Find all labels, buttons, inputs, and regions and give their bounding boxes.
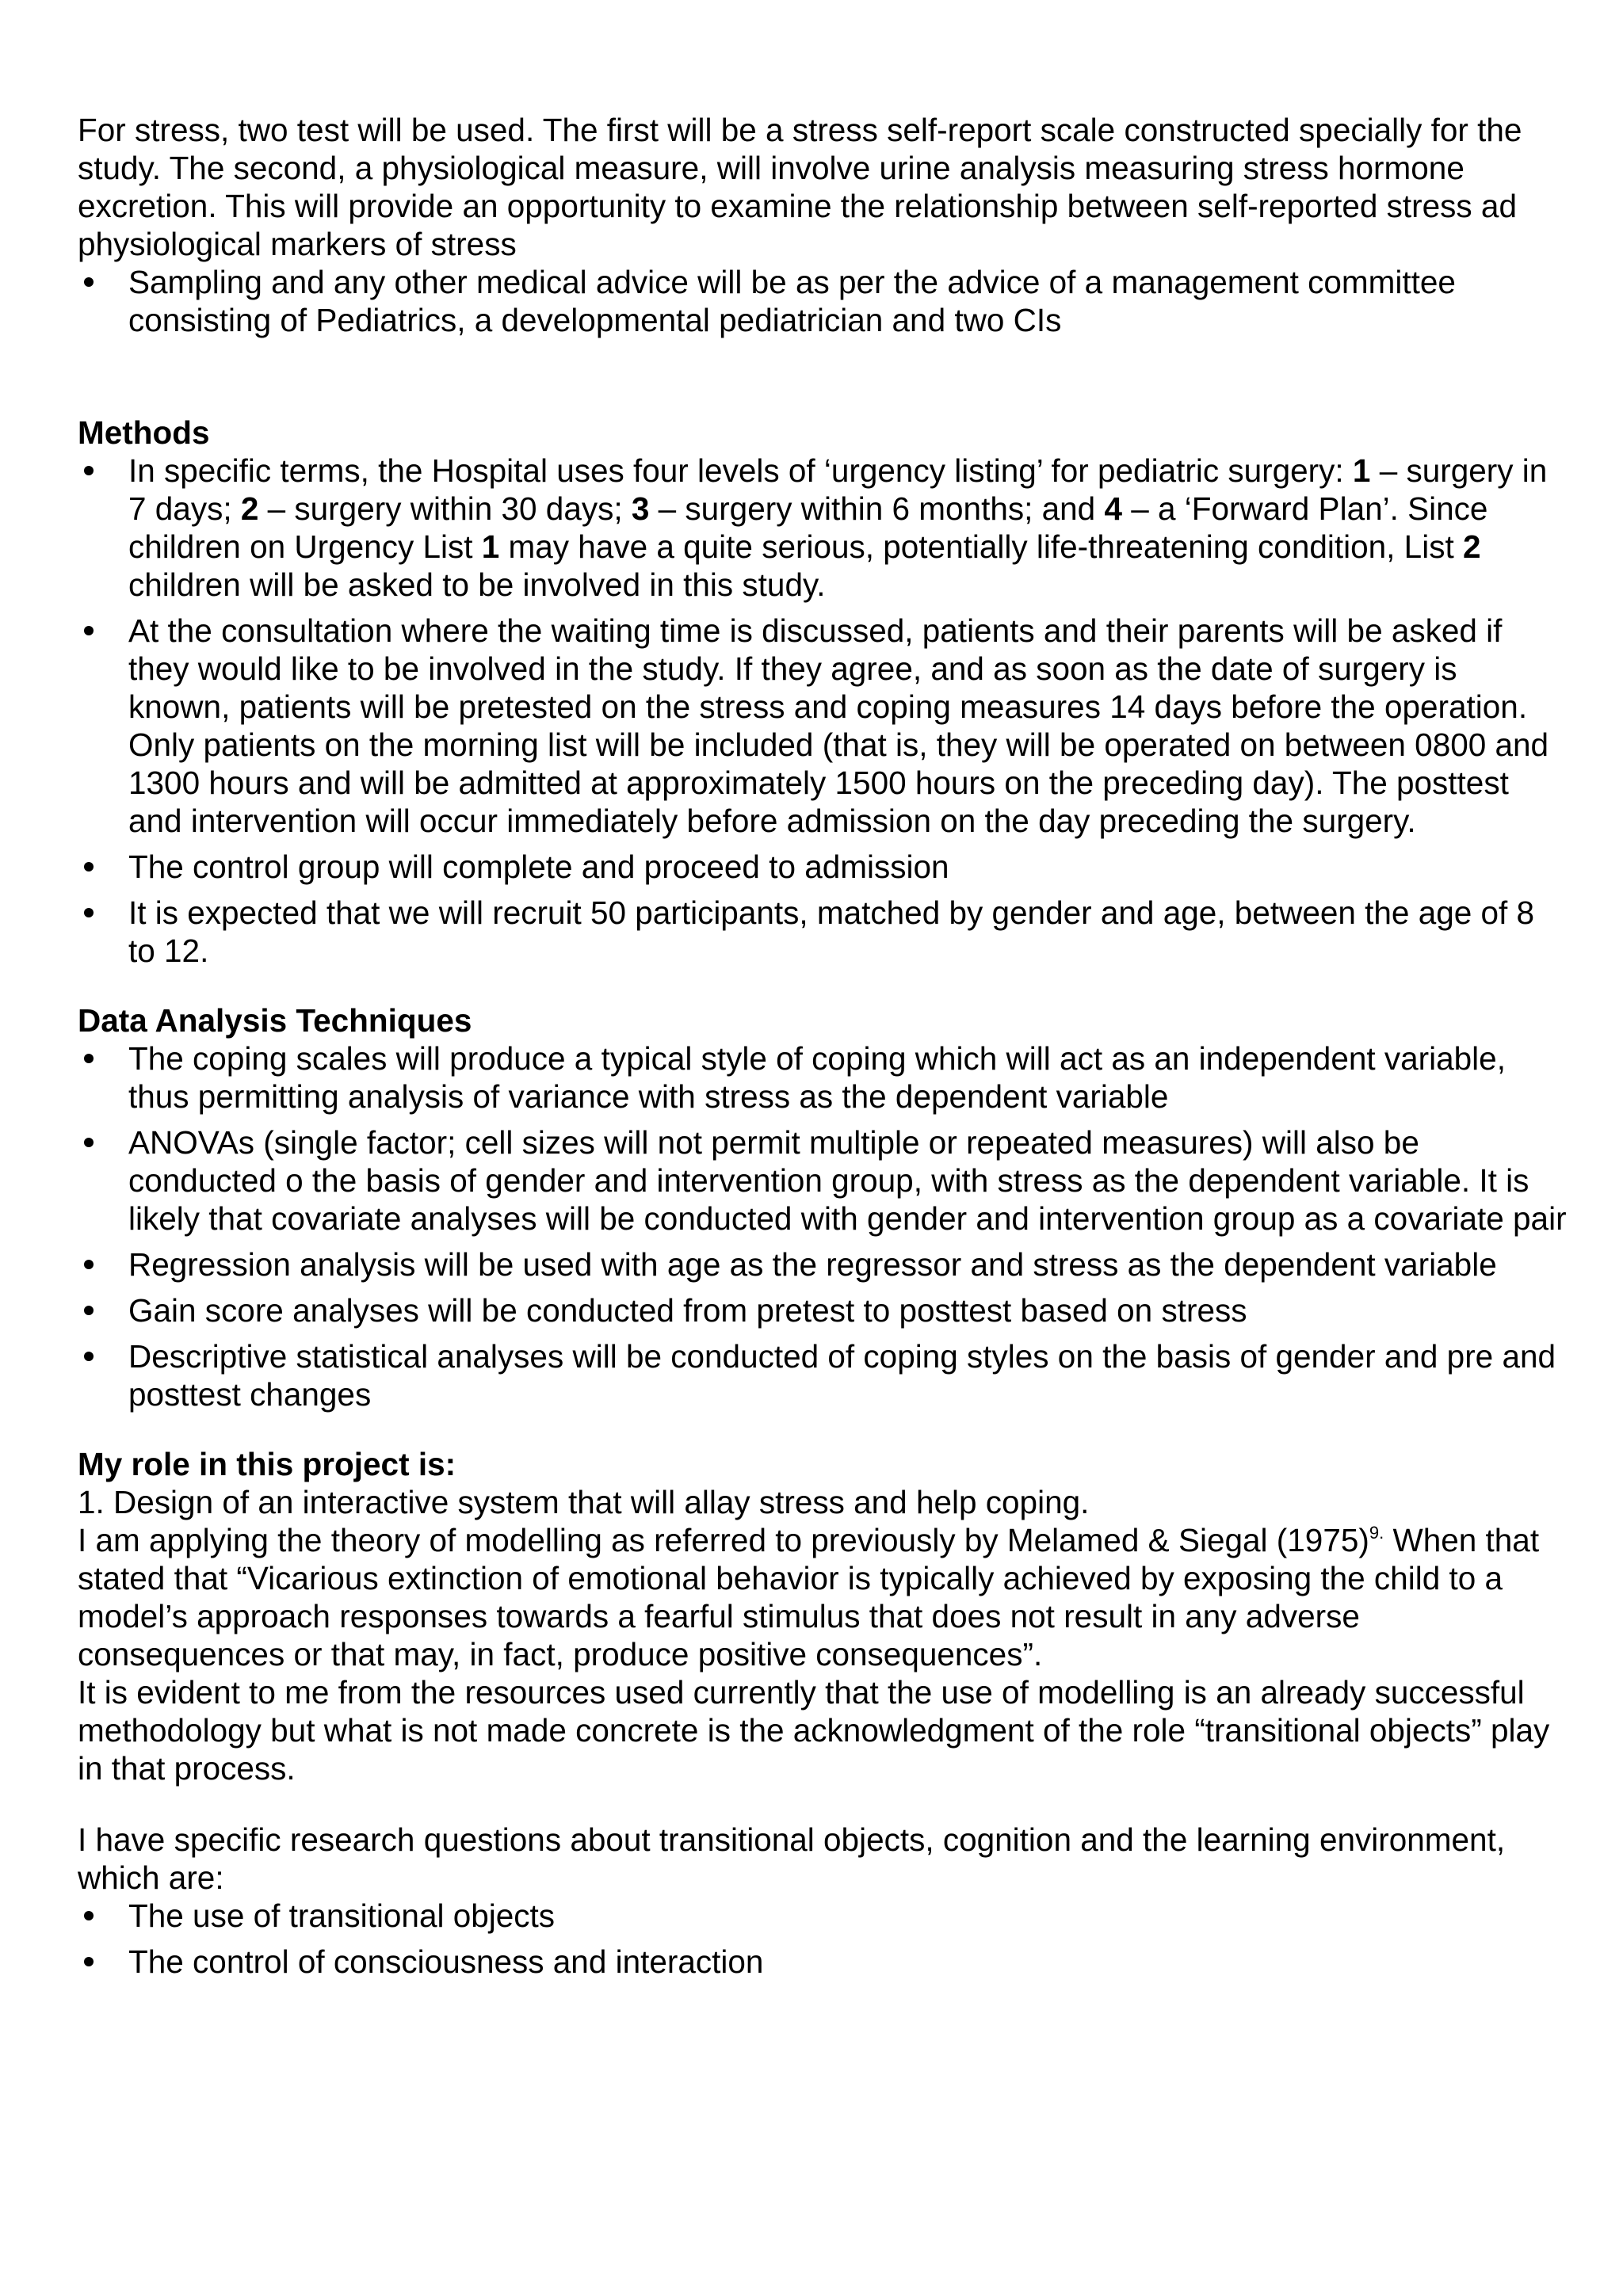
role-paragraph-modelling: I am applying the theory of modelling as referred to previously by Melamed & Siegal $(1975)^{9.}$ When that stated that “Vicarious extinction of emotional behavior is typically achieved by exposing the child to a model’s approach responses towards a fearful stimulus that does not result in any adverse consequences or that may, in fact, produce positive consequences”. [78,1522,1540,1672]
list-item: The coping scales will produce a typical style of coping which will act as an independent variable, thus permitting analysis of variance with stress as the dependent variable [78,1039,1568,1116]
analysis-bullet-list [78,1039,1568,1413]
document-page [78,111,1568,1989]
intro-bullet-list [78,263,1568,339]
data-analysis-heading: Data Analysis Techniques [78,1002,472,1039]
role-paragraph-evidence: It is evident to me from the resources used currently that the use of modelling is an already successful methodology but what is not made concrete is the acknowledgment of the role “transitional objects” play in that process. [78,1674,1550,1787]
list-item: Gain score analyses will be conducted from pretest to posttest based on stress [78,1291,1568,1329]
methods-heading: Methods [78,414,210,451]
list-item: At the consultation where the waiting time is discussed, patients and their parents will be asked if they would like to be involved in the study. If they agree, and as soon as the date of surgery is known, patients will be pretested on the stress and coping measures 14 days before the operation. Only patients on the morning list will be included (that is, they will be operated on between 0800 and 1300 hours and will be admitted at approximately 1500 hours on the preceding day). The posttest and intervention will occur immediately before admission on the day preceding the surgery. [78,612,1568,840]
research-questions-list [78,1897,1568,1981]
research-questions-intro: I have specific research questions about transitional objects, cognition and the learning environment, which are: [78,1821,1506,1896]
list-item: The use of transitional objects [78,1897,1568,1935]
role-heading: My role in this project is: [78,1446,456,1482]
list-item: In specific terms, the Hospital uses four levels of ‘urgency listing’ for pediatric surgery: 1 – surgery in 7 days; 2 – surgery within 30 days; 3 – surgery within 6 months; and 4 – a ‘Forward Plan’. Since children on Urgency List 1 may have a quite serious, potentially life-threatening condition, List 2 children will be asked to be involved in this study. [78,452,1568,604]
list-item: The control of consciousness and interaction [78,1943,1568,1981]
list-item: ANOVAs (single factor; cell sizes will not permit multiple or repeated measures) will also be conducted o the basis of gender and intervention group, with stress as the dependent variable. It is likely that covariate analyses will be conducted with gender and intervention group as a covariate pair [78,1123,1568,1238]
methods-bullet-list [78,452,1568,970]
list-item: Sampling and any other medical advice will be as per the advice of a management committee consisting of Pediatrics, a developmental pediatrician and two CIs [78,263,1568,339]
list-item: It is expected that we will recruit 50 participants, matched by gender and age, between the age of 8 to 12. [78,894,1568,970]
list-item: The control group will complete and proceed to admission [78,848,1568,886]
role-item-1: 1. Design of an interactive system that will allay stress and help coping. [78,1484,1090,1520]
list-item: Descriptive statistical analyses will be conducted of coping styles on the basis of gender and pre and posttest changes [78,1337,1568,1413]
footnote-ref: 9. [1369,1523,1384,1543]
list-item: Regression analysis will be used with age as the regressor and stress as the dependent variable [78,1245,1568,1283]
intro-paragraph: For stress, two test will be used. The first will be a stress self-report scale constructed specially for the study. The second, a physiological measure, will involve urine analysis measuring stress hormone excretion. This will provide an opportunity to examine the relationship between self-reported stress ad physiological markers of stress [78,112,1522,262]
